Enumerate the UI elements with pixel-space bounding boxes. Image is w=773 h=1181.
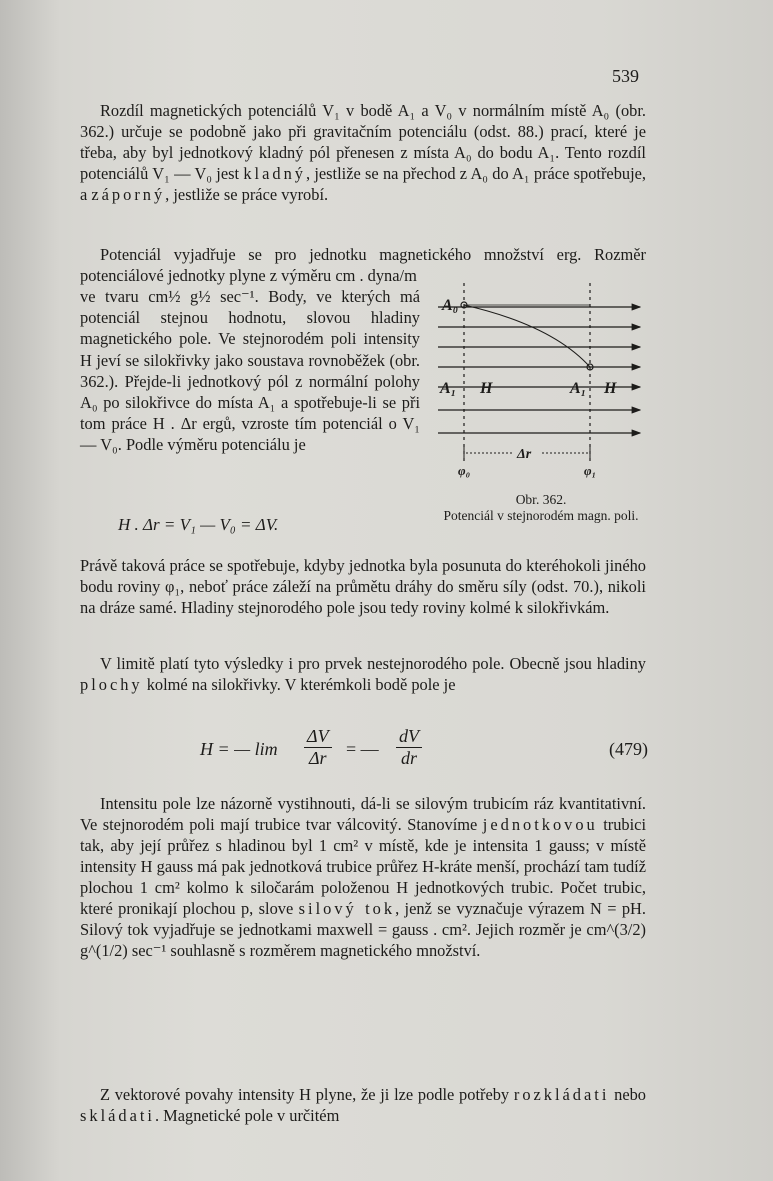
figure-caption [432, 492, 650, 524]
p1-spaced-zaporny: záporný [91, 185, 166, 204]
label-h-left: H [480, 380, 493, 397]
formula-number: (479) [609, 739, 648, 759]
formula-frac-2 [396, 726, 422, 769]
formula-479 [200, 722, 650, 782]
frac1-denominator: Δr [308, 748, 327, 768]
p1-end: , jestliže se práce vyrobí. [165, 185, 329, 204]
p6-end: . Magnetické pole v určitém [154, 1106, 340, 1125]
paragraph-6 [80, 1084, 646, 1126]
p4-text-a: V limitě platí tyto výsledky i pro prvek nestejnorodého pole. Obecně jsou hladiny [100, 654, 646, 673]
label-phi0: φ₀ [458, 463, 471, 478]
p4-spaced-plochy: plochy [80, 675, 143, 694]
frac2-numerator: dV [396, 726, 422, 748]
label-dr: Δr [517, 447, 532, 462]
p6-spaced-skladati: skládati [80, 1106, 155, 1125]
p1-text: Rozdíl magnetických potenciálů V₁ v bodě A₁ a V₀ v normálním místě A₀ (obr. 362.) určuje se podobně jako při gravitačním potenciálu (odst. 88.) prací, které je třeba, aby byl jednotkový kladný pól přenesen z místa A₀ do bodu A₁. Tento rozdíl potenciálů V₁ — V₀ jest [80, 101, 646, 183]
path-curve [464, 305, 590, 367]
caption-title: Obr. 362. [515, 492, 567, 507]
label-a0: A₀ [442, 297, 459, 314]
frac1-numerator: ΔV [304, 726, 332, 748]
p6-spaced-rozkladati: rozkládati [513, 1085, 610, 1104]
formula-frac-1 [304, 726, 332, 769]
frac2-denominator: dr [400, 748, 417, 768]
p6-mid: nebo [609, 1085, 646, 1104]
equation-potential: H . Δr = V₁ — V₀ = ΔV. [118, 515, 279, 534]
p6-text-a: Z vektorové povahy intensity H plyne, že ji lze podle potřeby [100, 1085, 514, 1104]
paragraph-3: Právě taková práce se spotřebuje, kdyby jednotka byla posunuta do kteréhokoli jiného bodu roviny φ₁, neboť práce záleží na průmětu dráhy do směru síly (odst. 70.), nikoli na dráze samé. Hladiny stejnorodého pole jsou tedy roviny kolmé k silokřivkám. [80, 556, 646, 617]
paragraph-2-narrow: ve tvaru cm½ g½ sec⁻¹. Body, ve kterých má potenciál stejnou hodnotu, slovou hladiny magnetického pole. Ve stejnorodém poli intensity H jeví se silokřivky jako soustava rovnoběžek (obr. 362.). Přejde-li jednotkový pól z normální polohy A₀ po silokřivce do místa A₁ a spotřebuje-li se při tom práce H . Δr ergů, vzroste tím potenciál o V₁ — V₀. Podle výměru potenciálu je [80, 287, 420, 455]
label-a1-right: A₁ [570, 380, 587, 397]
label-phi1: φ₁ [584, 463, 597, 478]
paragraph-5 [80, 793, 646, 961]
p5-spaced-silovy-tok: silový tok [298, 899, 396, 918]
page-number: 539 [612, 66, 639, 86]
p1-mid: , jestliže se na přechod z A₀ do A₁ práce spotřebuje, a [80, 164, 647, 204]
p5-spaced-jednotkovou: jednotkovou [482, 815, 598, 834]
p5-text-a: Intensitu pole lze názorně vystihnouti, dá-li se silovým trubicím ráz kvantitativní. Ve stejnorodém poli mají trubice tvar válcovitý. Stanovíme [80, 794, 646, 834]
caption-description: Potenciál v stejnorodém magn. poli. [443, 508, 639, 523]
label-a1-left: A₁ [440, 380, 457, 397]
label-h-right: H [604, 380, 617, 397]
p5-text-b: trubici tak, aby její průřez s hladinou byl 1 cm² v místě, kde je intensita 1 gauss; v místě intensity H gauss má pak jednotková trubice průřez H-kráte menší, prochází tam tudíž plochou 1 cm² kolmo k siločarám položenou H jednotkových trubic. Počet trubic, které pronikají plochou p, slove [80, 815, 646, 918]
paragraph-1 [80, 100, 646, 205]
formula-lhs: H = — lim [200, 739, 278, 759]
p4-text-b: kolmé na silokřivky. V kterémkoli bodě pole je [142, 675, 456, 694]
p5-text-c: , jenž se vyznačuje výrazem N = pH. Silový tok vyjadřuje se jednotkami maxwell = gauss . cm². Jejich rozměr je cm^(3/2) g^(1/2) sec⁻¹ souhlasně s rozměrem magnetického množství. [80, 899, 646, 960]
paragraph-4 [80, 653, 646, 695]
p1-spaced-kladny: kladný [243, 164, 306, 183]
paragraph-2: Potenciál vyjadřuje se pro jednotku magnetického množství erg. Rozměr potenciálové jednotky plyne z výměru cm . dyna/m [80, 245, 646, 285]
formula-mid: = — [346, 739, 379, 759]
